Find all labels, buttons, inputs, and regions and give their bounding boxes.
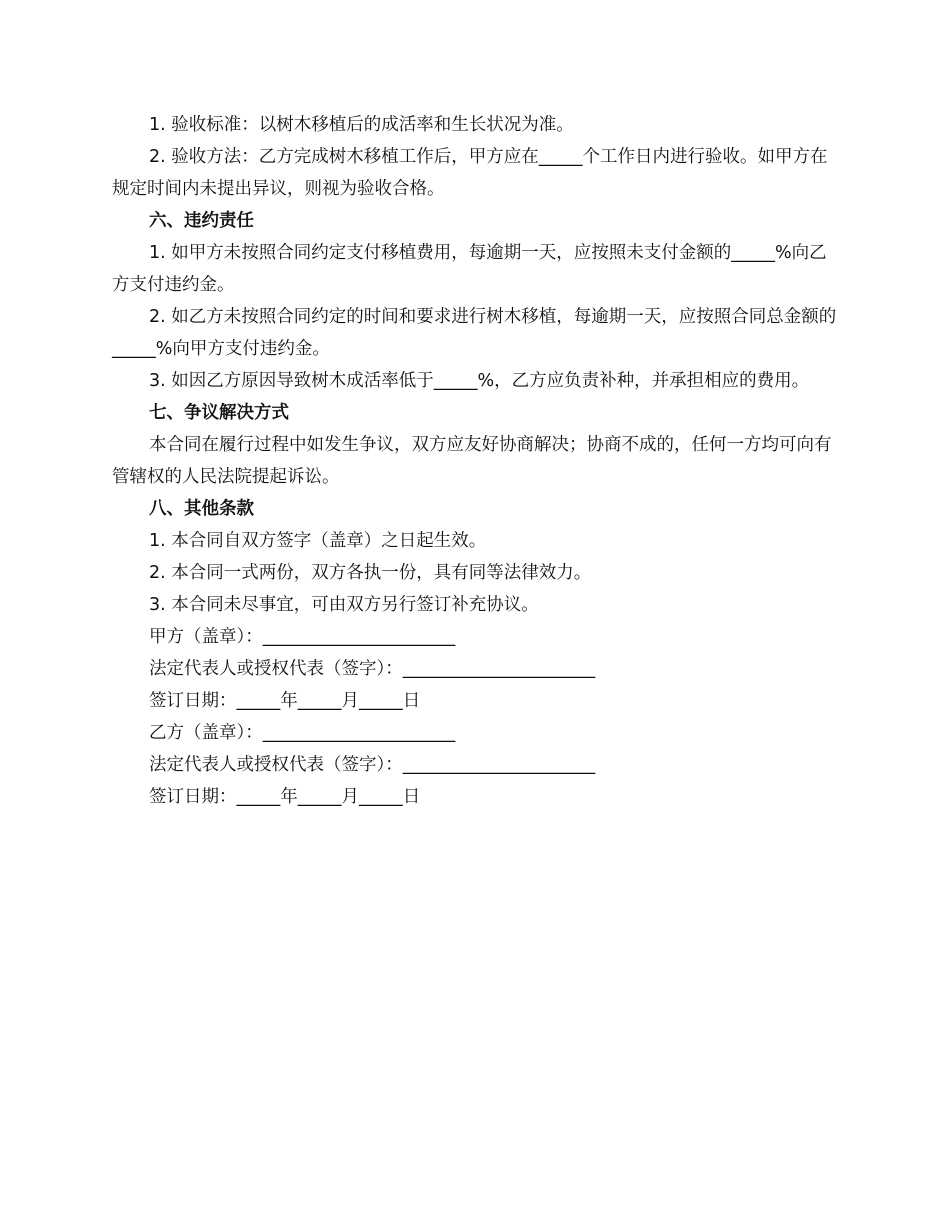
breach-clause-1: 1. 如甲方未按照合同约定支付移植费用，每逾期一天，应按照未支付金额的_____%向乙方支付违约金。 [112,243,827,295]
section-heading-dispute: 七、争议解决方式 [149,403,289,423]
other-clause-1: 1. 本合同自双方签字（盖章）之日起生效。 [149,531,487,551]
party-a-seal-line: 甲方（盖章）：______________________ [149,627,456,647]
section-heading-other: 八、其他条款 [149,499,254,519]
breach-clause-2: 2. 如乙方未按照合同约定的时间和要求进行树木移植，每逾期一天，应按照合同总金额的_____%向甲方支付违约金。 [112,307,837,359]
party-b-seal-line: 乙方（盖章）：______________________ [149,723,456,743]
contract-document [112,109,842,813]
acceptance-standard: 1. 验收标准：以树木移植后的成活率和生长状况为准。 [149,115,574,135]
dispute-clause: 本合同在履行过程中如发生争议，双方应友好协商解决；协商不成的，任何一方均可向有管辖权的人民法院提起诉讼。 [112,435,832,487]
section-heading-breach: 六、违约责任 [149,211,254,231]
party-b-representative-line: 法定代表人或授权代表（签字）：______________________ [149,755,596,775]
breach-clause-3: 3. 如因乙方原因导致树木成活率低于_____%，乙方应负责补种，并承担相应的费用。 [149,371,810,391]
other-clause-3: 3. 本合同未尽事宜，可由双方另行签订补充协议。 [149,595,539,615]
party-a-date-line: 签订日期：_____年_____月_____日 [149,691,421,711]
party-b-date-line: 签订日期：_____年_____月_____日 [149,787,421,807]
other-clause-2: 2. 本合同一式两份，双方各执一份，具有同等法律效力。 [149,563,592,583]
acceptance-method: 2. 验收方法：乙方完成树木移植工作后，甲方应在_____个工作日内进行验收。如甲方在规定时间内未提出异议，则视为验收合格。 [112,147,828,199]
party-a-representative-line: 法定代表人或授权代表（签字）：______________________ [149,659,596,679]
